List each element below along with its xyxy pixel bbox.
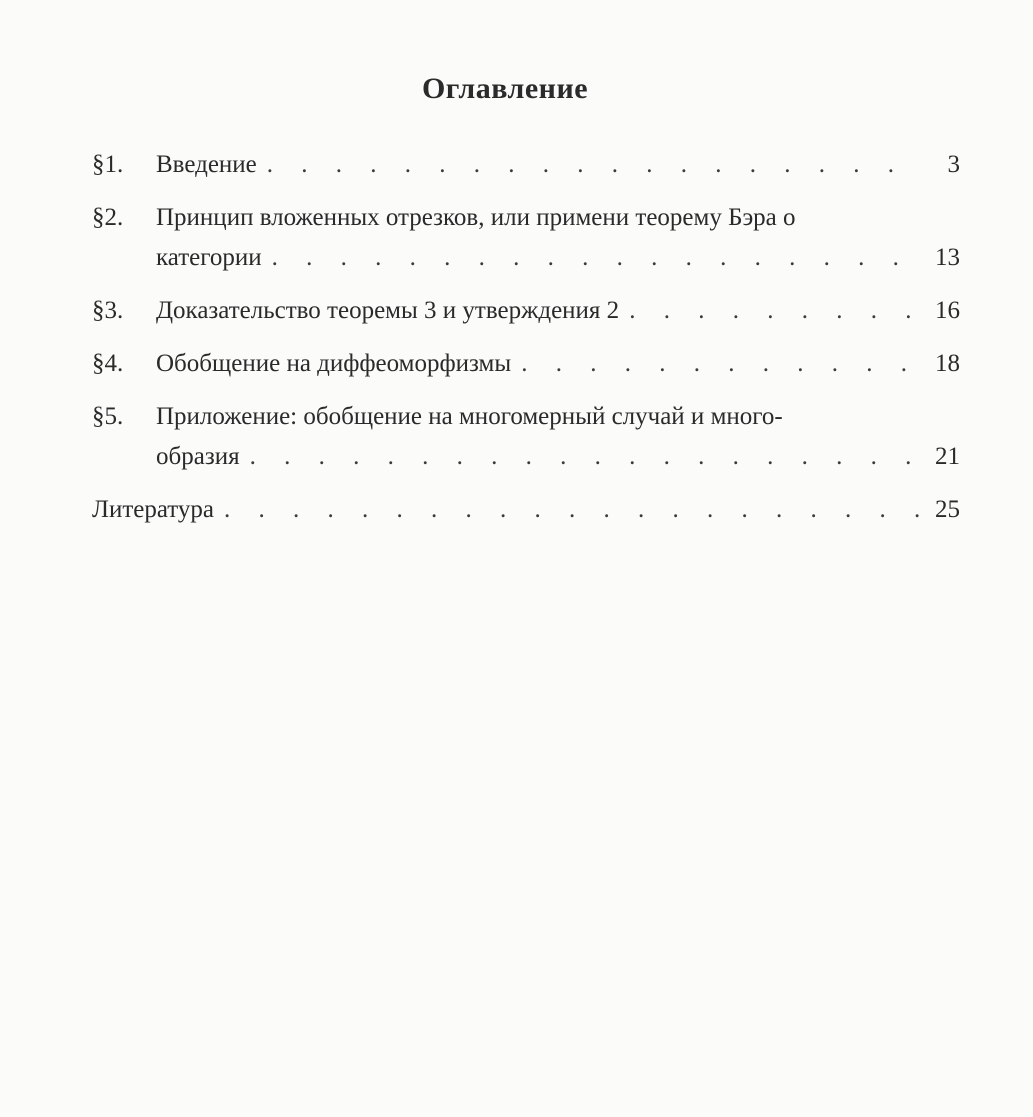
page-number: 21 xyxy=(935,443,960,470)
section-number: §1. xyxy=(92,151,124,178)
page-number: 3 xyxy=(947,151,960,178)
toc-entry-literature[interactable] xyxy=(92,490,960,530)
dot-leader xyxy=(629,291,922,331)
page-number: 16 xyxy=(935,297,960,324)
toc-entry-3[interactable] xyxy=(92,291,960,331)
page-number: 13 xyxy=(935,244,960,271)
section-number: §2. xyxy=(92,204,124,231)
section-title-line-1: Принцип вложенных отрезков, или примени теорему Бэра о xyxy=(156,204,796,231)
toc-entry-5[interactable] xyxy=(92,397,960,477)
page-number: 18 xyxy=(935,350,960,377)
table-of-contents xyxy=(92,145,960,543)
dot-leader xyxy=(272,238,922,278)
literature-label: Литература xyxy=(92,496,214,523)
toc-entry-4[interactable] xyxy=(92,344,960,384)
section-number: §5. xyxy=(92,403,124,430)
section-title: Введение xyxy=(156,151,257,178)
dot-leader xyxy=(521,344,922,384)
section-number: §4. xyxy=(92,350,124,377)
dot-leader xyxy=(224,490,922,530)
toc-entry-1[interactable] xyxy=(92,145,960,185)
dot-leader xyxy=(267,145,922,185)
section-title-line-2: категории xyxy=(156,244,262,271)
toc-entry-2[interactable] xyxy=(92,198,960,278)
page-number: 25 xyxy=(935,496,960,523)
section-title: Обобщение на диффеоморфизмы xyxy=(156,350,512,377)
section-title: Доказательство теоремы 3 и утверждения 2 xyxy=(156,297,620,324)
section-title-line-1: Приложение: обобщение на многомерный случай и много- xyxy=(156,403,783,430)
page-title: Оглавление xyxy=(421,72,589,105)
section-number: §3. xyxy=(92,297,124,324)
dot-leader xyxy=(250,437,922,477)
section-title-line-2: образия xyxy=(156,443,240,470)
